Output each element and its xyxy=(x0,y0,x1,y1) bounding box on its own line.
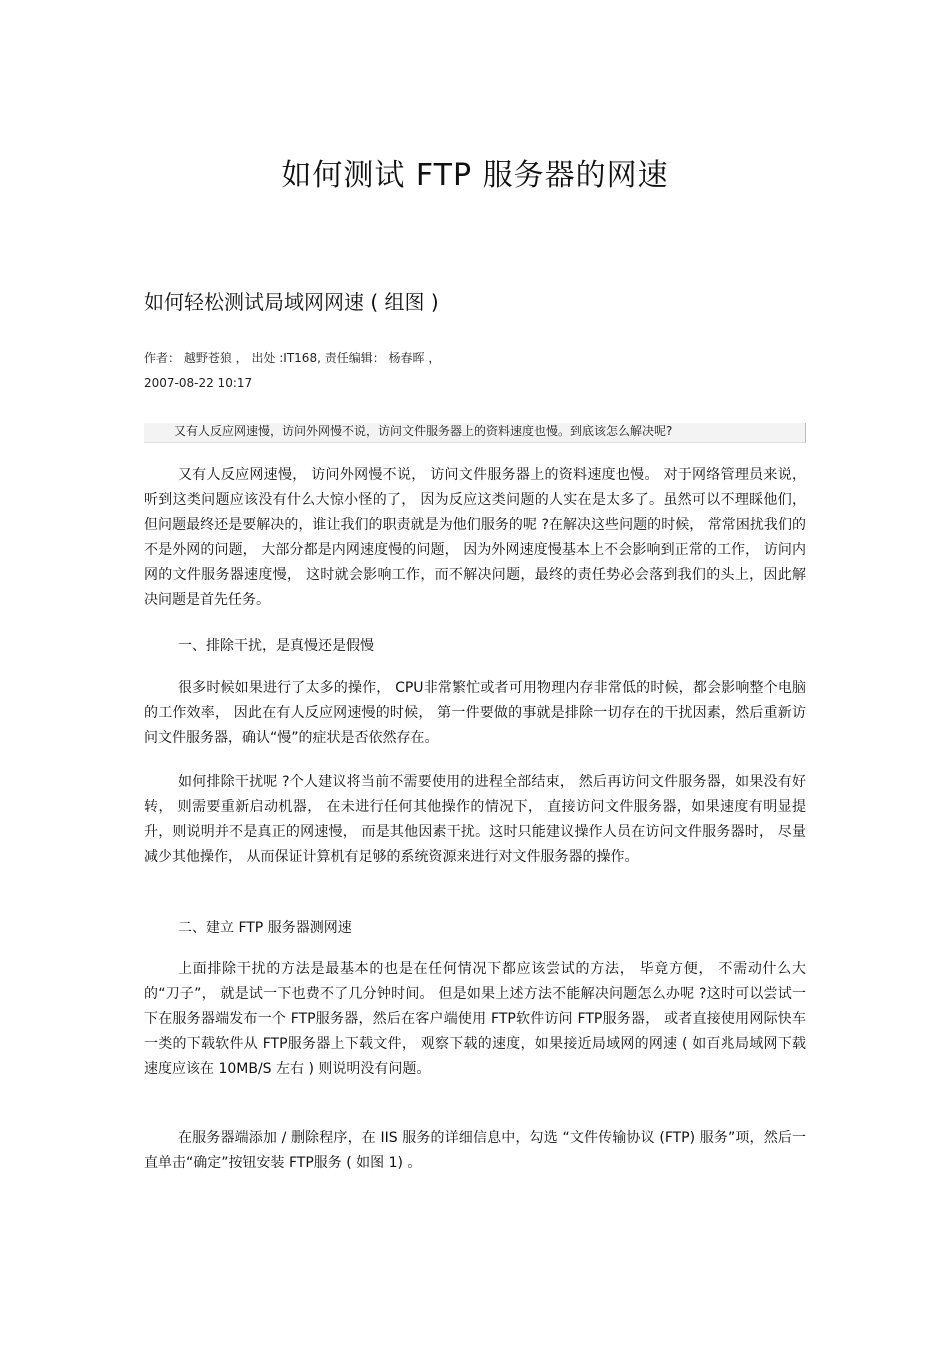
paragraph-section1-b: 如何排除干扰呢 ?个人建议将当前不需要使用的进程全部结束， 然后再访问文件服务器，如果没有好转， 则需要重新启动机器， 在未进行任何其他操作的情况下， 直接访问文件服务器，如果速度有明显提升，则说明并不是真正的网速慢， 而是其他因素干扰。这时只能建议操作人员在访问文件服务器时， 尽量减少其他操作， 从而保证计算机有足够的系统资源来进行对文件服务器的操作。 xyxy=(144,774,806,865)
paragraph-section2-a: 上面排除干扰的方法是最基本的也是在任何情况下都应该尝试的方法， 毕竟方便， 不需动什么大的“刀子”， 就是试一下也费不了几分钟时间。 但是如果上述方法不能解决问题怎么办呢 ?这时可以尝试一下在服务器端发布一个 FTP服务器，然后在客户端使用 FTP软件访问 FTP服务器， 或者直接使用网际快车一类的下载软件从 FTP服务器上下载文件， 观察下载的速度，如果接近局域网的网速 ( 如百兆局域网下载速度应该在 10MB/S 左右 ) 则说明没有问题。 xyxy=(144,961,806,1077)
document-title: 如何测试 FTP 服务器的网速 xyxy=(281,158,669,193)
publish-date: 2007-08-22 10:17 xyxy=(144,376,253,390)
section-heading-1: 一、排除干扰，是真慢还是假慢 xyxy=(178,638,374,654)
summary-box: 又有人反应网速慢，访问外网慢不说，访问文件服务器上的资料速度也慢。到底该怎么解决呢? xyxy=(144,423,806,443)
paragraph-section2-b: 在服务器端添加 / 删除程序，在 IIS 服务的详细信息中，勾选 “文件传输协议 (FTP) 服务”项，然后一直单击“确定”按钮安装 FTP服务 ( 如图 1) 。 xyxy=(144,1130,806,1171)
section-heading-2: 二、建立 FTP 服务器测网速 xyxy=(178,920,352,936)
article-subtitle: 如何轻松测试局域网网速 ( 组图 ) xyxy=(144,290,439,314)
author-meta: 作者： 越野苍狼 ， 出处 :IT168, 责任编辑： 杨春晖 ， xyxy=(144,351,441,365)
paragraph-section1-a: 很多时候如果进行了太多的操作， CPU非常繁忙或者可用物理内存非常低的时候，都会影响整个电脑的工作效率， 因此在有人反应网速慢的时候， 第一件要做的事就是排除一切存在的干扰因素，然后重新访问文件服务器，确认“慢”的症状是否依然存在。 xyxy=(144,680,806,746)
paragraph-intro: 又有人反应网速慢， 访问外网慢不说， 访问文件服务器上的资料速度也慢。 对于网络管理员来说，听到这类问题应该没有什么大惊小怪的了， 因为反应这类问题的人实在是太多了。虽然可以不理睬他们，但问题最终还是要解决的，谁让我们的职责就是为他们服务的呢 ?在解决这些问题的时候， 常常困扰我们的不是外网的问题， 大部分都是内网速度慢的问题， 因为外网速度慢基本上不会影响到正常的工作， 访问内网的文件服务器速度慢， 这时就会影响工作，而不解决问题，最终的责任势必会落到我们的头上，因此解决问题是首先任务。 xyxy=(144,467,806,608)
